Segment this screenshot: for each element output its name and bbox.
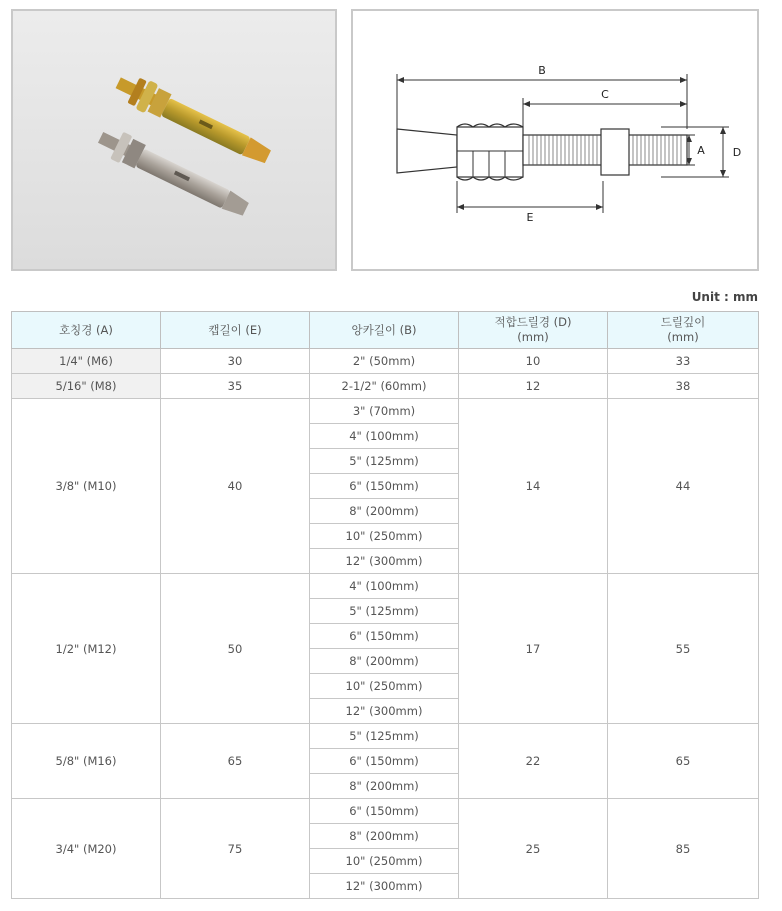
anchor-cross-section: [353, 11, 757, 269]
cell-drill-dia: 10: [459, 349, 608, 374]
cell-length: 5" (125mm): [310, 724, 459, 749]
table-row: [12, 799, 759, 824]
header-drill-depth-line2: (mm): [667, 330, 699, 344]
cell-cap: 30: [161, 349, 310, 374]
header-drill-diameter-line2: (mm): [517, 330, 549, 344]
label-d: D: [732, 146, 742, 159]
cell-length: 8" (200mm): [310, 774, 459, 799]
cell-length: 12" (300mm): [310, 549, 459, 574]
table-row: [12, 399, 759, 424]
table-row: [12, 574, 759, 599]
cell-size: 1/2" (M12): [12, 574, 161, 724]
header-drill-diameter-line1: 적합드릴경 (D): [494, 315, 572, 329]
cell-length: 4" (100mm): [310, 424, 459, 449]
cell-drill-dia: 14: [459, 399, 608, 574]
cell-length: 5" (125mm): [310, 449, 459, 474]
cell-drill-depth: 33: [608, 349, 759, 374]
cell-length: 3" (70mm): [310, 399, 459, 424]
header-drill-diameter: [459, 312, 608, 349]
cell-length: 10" (250mm): [310, 849, 459, 874]
cell-cap: 75: [161, 799, 310, 899]
spec-table: [11, 311, 759, 899]
cell-length: 8" (200mm): [310, 499, 459, 524]
unit-label: Unit : mm: [691, 290, 758, 304]
cell-drill-dia: 22: [459, 724, 608, 799]
header-nominal-size: 호칭경 (A): [12, 312, 161, 349]
cell-drill-dia: 25: [459, 799, 608, 899]
product-photo: [11, 9, 337, 271]
cell-drill-dia: 12: [459, 374, 608, 399]
cell-drill-depth: 55: [608, 574, 759, 724]
label-b: B: [538, 64, 546, 77]
cell-length: 6" (150mm): [310, 624, 459, 649]
cell-length: 5" (125mm): [310, 599, 459, 624]
cell-length: 8" (200mm): [310, 649, 459, 674]
cell-size: 5/16" (M8): [12, 374, 161, 399]
cell-drill-depth: 38: [608, 374, 759, 399]
cell-cap: 65: [161, 724, 310, 799]
cell-length: 6" (150mm): [310, 749, 459, 774]
label-e: E: [526, 211, 534, 224]
cell-drill-dia: 17: [459, 574, 608, 724]
table-row: [12, 349, 759, 374]
label-a: A: [697, 144, 705, 157]
anchor-bolts-image: [13, 11, 335, 269]
cell-length: 10" (250mm): [310, 674, 459, 699]
cell-length: 4" (100mm): [310, 574, 459, 599]
cell-length: 6" (150mm): [310, 799, 459, 824]
table-row: [12, 374, 759, 399]
cell-length: 2-1/2" (60mm): [310, 374, 459, 399]
cell-size: 3/4" (M20): [12, 799, 161, 899]
header-drill-depth-line1: 드릴깊이: [660, 315, 706, 329]
cell-length: 8" (200mm): [310, 824, 459, 849]
header-drill-depth: [608, 312, 759, 349]
cell-length: 12" (300mm): [310, 874, 459, 899]
cell-size: 3/8" (M10): [12, 399, 161, 574]
cell-size: 1/4" (M6): [12, 349, 161, 374]
cell-cap: 50: [161, 574, 310, 724]
cell-drill-depth: 44: [608, 399, 759, 574]
header-anchor-length: 앙카길이 (B): [310, 312, 459, 349]
cell-drill-depth: 85: [608, 799, 759, 899]
cell-length: 10" (250mm): [310, 524, 459, 549]
dimension-diagram: [351, 9, 759, 271]
table-row: [12, 724, 759, 749]
header-cap-length: 캡길이 (E): [161, 312, 310, 349]
cell-length: 2" (50mm): [310, 349, 459, 374]
cell-drill-depth: 65: [608, 724, 759, 799]
cell-cap: 35: [161, 374, 310, 399]
cell-length: 12" (300mm): [310, 699, 459, 724]
cell-cap: 40: [161, 399, 310, 574]
cell-length: 6" (150mm): [310, 474, 459, 499]
cell-size: 5/8" (M16): [12, 724, 161, 799]
label-c: C: [601, 88, 609, 101]
table-header-row: [12, 312, 759, 349]
